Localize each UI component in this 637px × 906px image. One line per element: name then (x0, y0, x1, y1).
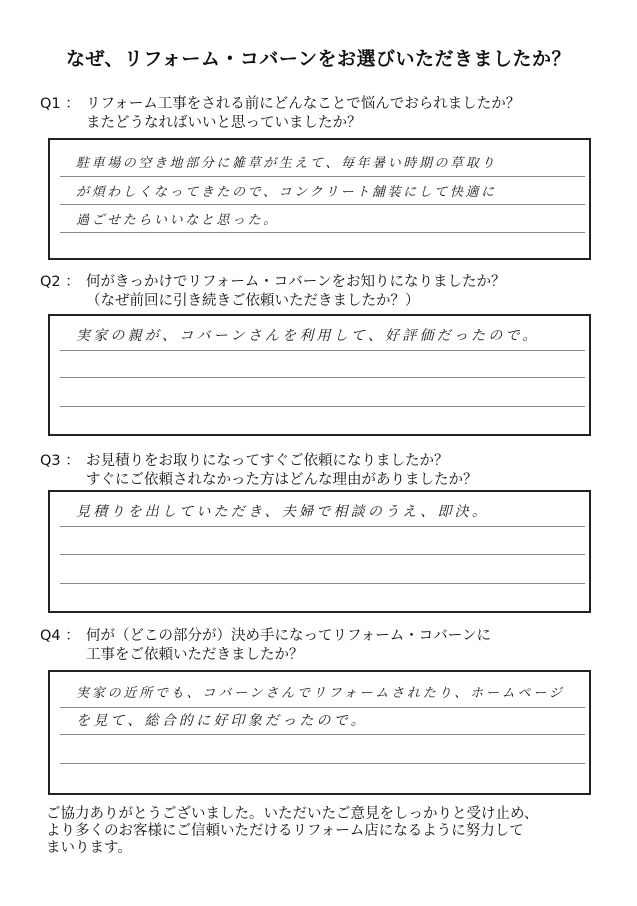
handwritten-answer: 駐車場の空き地部分に雑草が生えて、毎年暑い時期の草取り (76, 156, 497, 171)
ruled-line (60, 232, 585, 233)
handwritten-answer: 見積りを出していただき、夫婦で相談のうえ、即決。 (76, 504, 490, 520)
question-3 (40, 452, 478, 490)
question-text-sub: （なぜ前回に引き続きご依頼いただきましたか？） (86, 293, 420, 309)
answer-box-2 (48, 314, 591, 436)
closing-message (46, 806, 538, 857)
question-text: お見積りをお取りになってすぐご依頼になりましたか？ (86, 453, 449, 469)
answer-box-3 (48, 490, 591, 613)
answer-box-4 (48, 670, 591, 795)
ruled-line (60, 554, 585, 555)
ruled-line (60, 734, 585, 735)
handwritten-answer: を見て、総合的に好印象だったので。 (76, 713, 368, 729)
ruled-line (60, 204, 585, 205)
answer-box-1 (48, 138, 591, 260)
question-number: Q3 ： (40, 453, 80, 469)
closing-line: ご協力ありがとうございました。いただいたご意見をしっかりと受け止め、 (46, 806, 539, 822)
handwritten-answer: 実家の親が、コバーンさんを利用して、好評価だったので。 (76, 328, 540, 344)
closing-line: より多くのお客様にご信頼いただけるリフォーム店になるように努力して (46, 823, 524, 839)
question-1 (40, 95, 520, 133)
handwritten-answer: 実家の近所でも、コバーンさんでリフォームされたり、ホームページ (76, 686, 565, 701)
question-4 (40, 627, 491, 665)
handwritten-answer: が煩わしくなってきたので、コンクリート舗装にして快適に (76, 185, 497, 200)
ruled-line (60, 763, 585, 764)
question-number: Q2 ： (40, 274, 80, 290)
ruled-line (60, 176, 585, 177)
question-text: 何がきっかけでリフォーム・コバーンをお知りになりましたか？ (86, 274, 506, 290)
question-number: Q4 ： (40, 628, 80, 644)
ruled-line (60, 583, 585, 584)
ruled-line (60, 406, 585, 407)
ruled-line (60, 707, 585, 708)
question-text-sub: またどうなればいいと思っていましたか？ (86, 115, 362, 131)
question-text: リフォーム工事をされる前にどんなことで悩んでおられましたか？ (86, 96, 521, 112)
ruled-line (60, 350, 585, 351)
question-text-sub: 工事をご依頼いただきましたか？ (86, 647, 304, 663)
ruled-line (60, 377, 585, 378)
question-text: 何が（どこの部分が）決め手になってリフォーム・コバーンに (86, 628, 491, 644)
question-text-sub: すぐにご依頼されなかった方はどんな理由がありましたか？ (86, 472, 478, 488)
closing-line: まいります。 (46, 840, 132, 856)
question-2 (40, 273, 505, 311)
handwritten-answer: 過ごせたらいいなと思った。 (76, 213, 279, 228)
survey-title: なぜ、リフォーム・コバーンをお選びいただきましたか？ (65, 48, 572, 70)
question-number: Q1 ： (40, 96, 80, 112)
ruled-line (60, 526, 585, 527)
